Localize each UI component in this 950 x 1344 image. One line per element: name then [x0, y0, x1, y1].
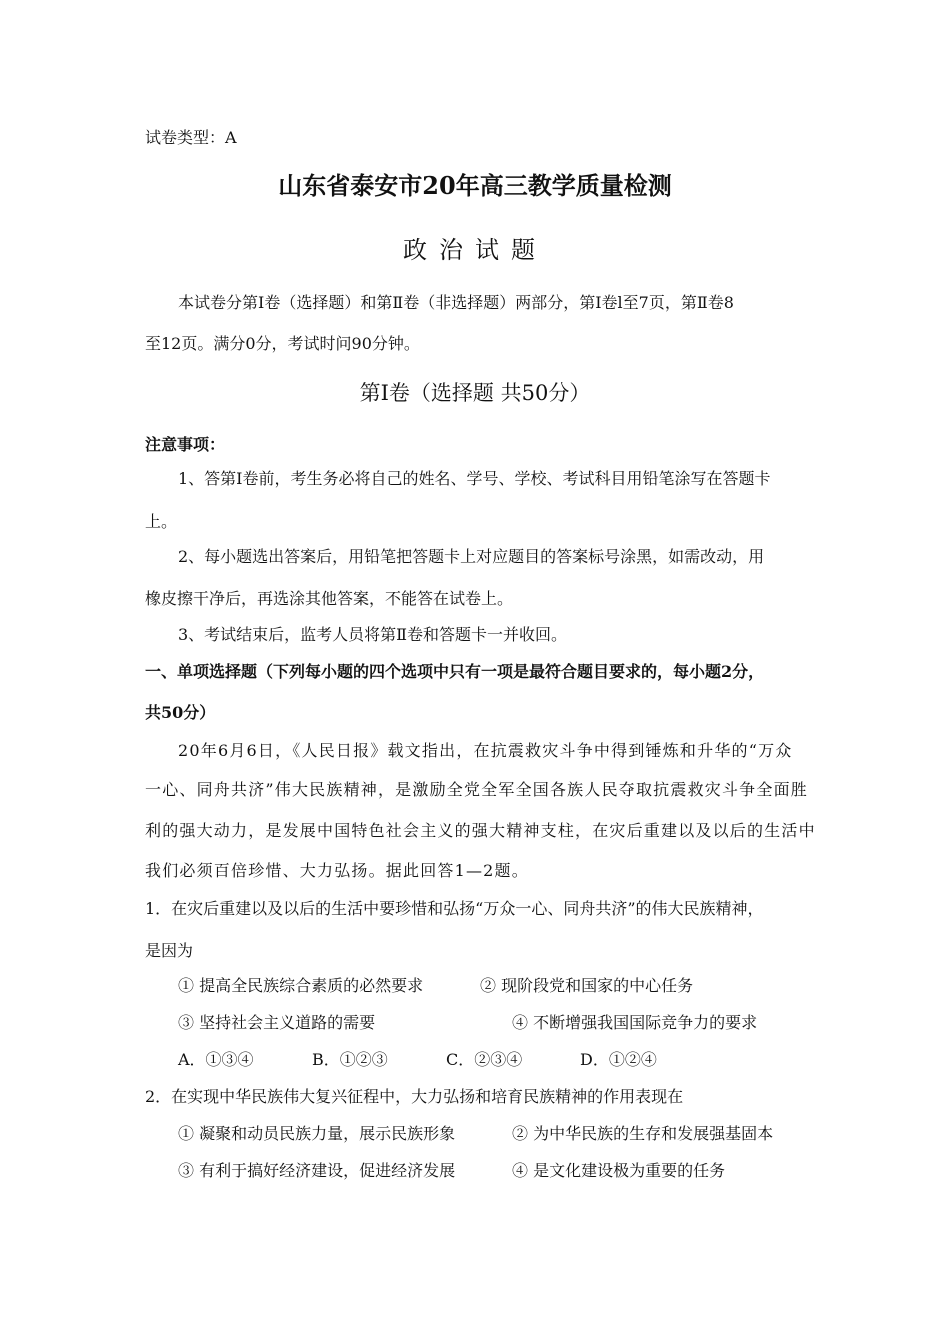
question-1-choice-a: A．①③④ — [178, 1050, 254, 1069]
passage-line-1: 20年6月6日，《人民日报》载文指出，在抗震救灾斗争中得到锤炼和升华的“万众 — [178, 741, 793, 760]
question-2-stem: 2．在实现中华民族伟大复兴征程中，大力弘扬和培育民族精神的作用表现在 — [145, 1087, 684, 1106]
question-1-choice-b: B．①②③ — [312, 1050, 388, 1069]
question-1-option-4: ④ 不断增强我国国际竞争力的要求 — [512, 1013, 758, 1032]
intro-line-2: 至12页。满分0分，考试时问90分钟。 — [145, 334, 420, 353]
notice-item-3: 3、考试结束后，监考人员将第Ⅱ卷和答题卡一并收回。 — [178, 625, 568, 644]
question-1-choice-c: C．②③④ — [446, 1050, 523, 1069]
passage-line-4: 我们必须百倍珍惜、大力弘扬。据此回答1—2题。 — [145, 861, 529, 880]
notice-heading: 注意事项： — [145, 435, 226, 454]
question-2-option-4: ④ 是文化建设极为重要的任务 — [512, 1161, 726, 1180]
question-2-option-3: ③ 有利于搞好经济建设，促进经济发展 — [178, 1161, 456, 1180]
intro-line-1: 本试卷分第Ⅰ卷（选择题）和第Ⅱ卷（非选择题）两部分，第Ⅰ卷l至7页，第Ⅱ卷8 — [178, 293, 734, 312]
question-2-option-1: ① 凝聚和动员民族力量，展示民族形象 — [178, 1124, 456, 1143]
part-1-heading-line-2: 共50分） — [145, 703, 216, 722]
passage-line-2: 一心、同舟共济”伟大民族精神，是激励全党全军全国各族人民夺取抗震救灾斗争全面胜 — [145, 780, 808, 799]
question-1-stem-line-2: 是因为 — [145, 941, 194, 960]
question-1-option-1: ① 提高全民族综合素质的必然要求 — [178, 976, 424, 995]
question-1-option-2: ② 现阶段党和国家的中心任务 — [480, 976, 694, 995]
question-1-option-3: ③ 坚持社会主义道路的需要 — [178, 1013, 376, 1032]
question-1-choice-d: D．①②④ — [580, 1050, 657, 1069]
notice-item-2-line-2: 橡皮擦干净后，再选涂其他答案，不能答在试卷上。 — [145, 589, 514, 608]
exam-type-label: 试卷类型：A — [145, 128, 237, 147]
part-1-heading-line-1: 一、单项选择题（下列每小题的四个选项中只有一项是最符合题目要求的，每小题2分， — [145, 662, 765, 681]
notice-item-1-line-1: 1、答第Ⅰ卷前，考生务必将自己的姓名、学号、学校、考试科目用铅笔涂写在答题卡 — [178, 469, 771, 488]
notice-item-2-line-1: 2、每小题选出答案后，用铅笔把答题卡上对应题目的答案标号涂黑，如需改动，用 — [178, 547, 765, 566]
question-1-stem-line-1: 1．在灾后重建以及以后的生活中要珍惜和弘扬“万众一心、同舟共济”的伟大民族精神， — [145, 899, 764, 918]
section-1-title: 第Ⅰ卷（选择题 共50分） — [359, 381, 591, 405]
passage-line-3: 利的强大动力，是发展中国特色社会主义的强大精神支柱，在灾后重建以及以后的生活中 — [145, 821, 816, 840]
notice-item-1-line-2: 上。 — [145, 512, 178, 531]
exam-title: 山东省泰安市20年高三教学质量检测 — [278, 171, 672, 200]
subject-title: 政治试题 — [403, 236, 547, 264]
question-2-option-2: ② 为中华民族的生存和发展强基固本 — [512, 1124, 774, 1143]
